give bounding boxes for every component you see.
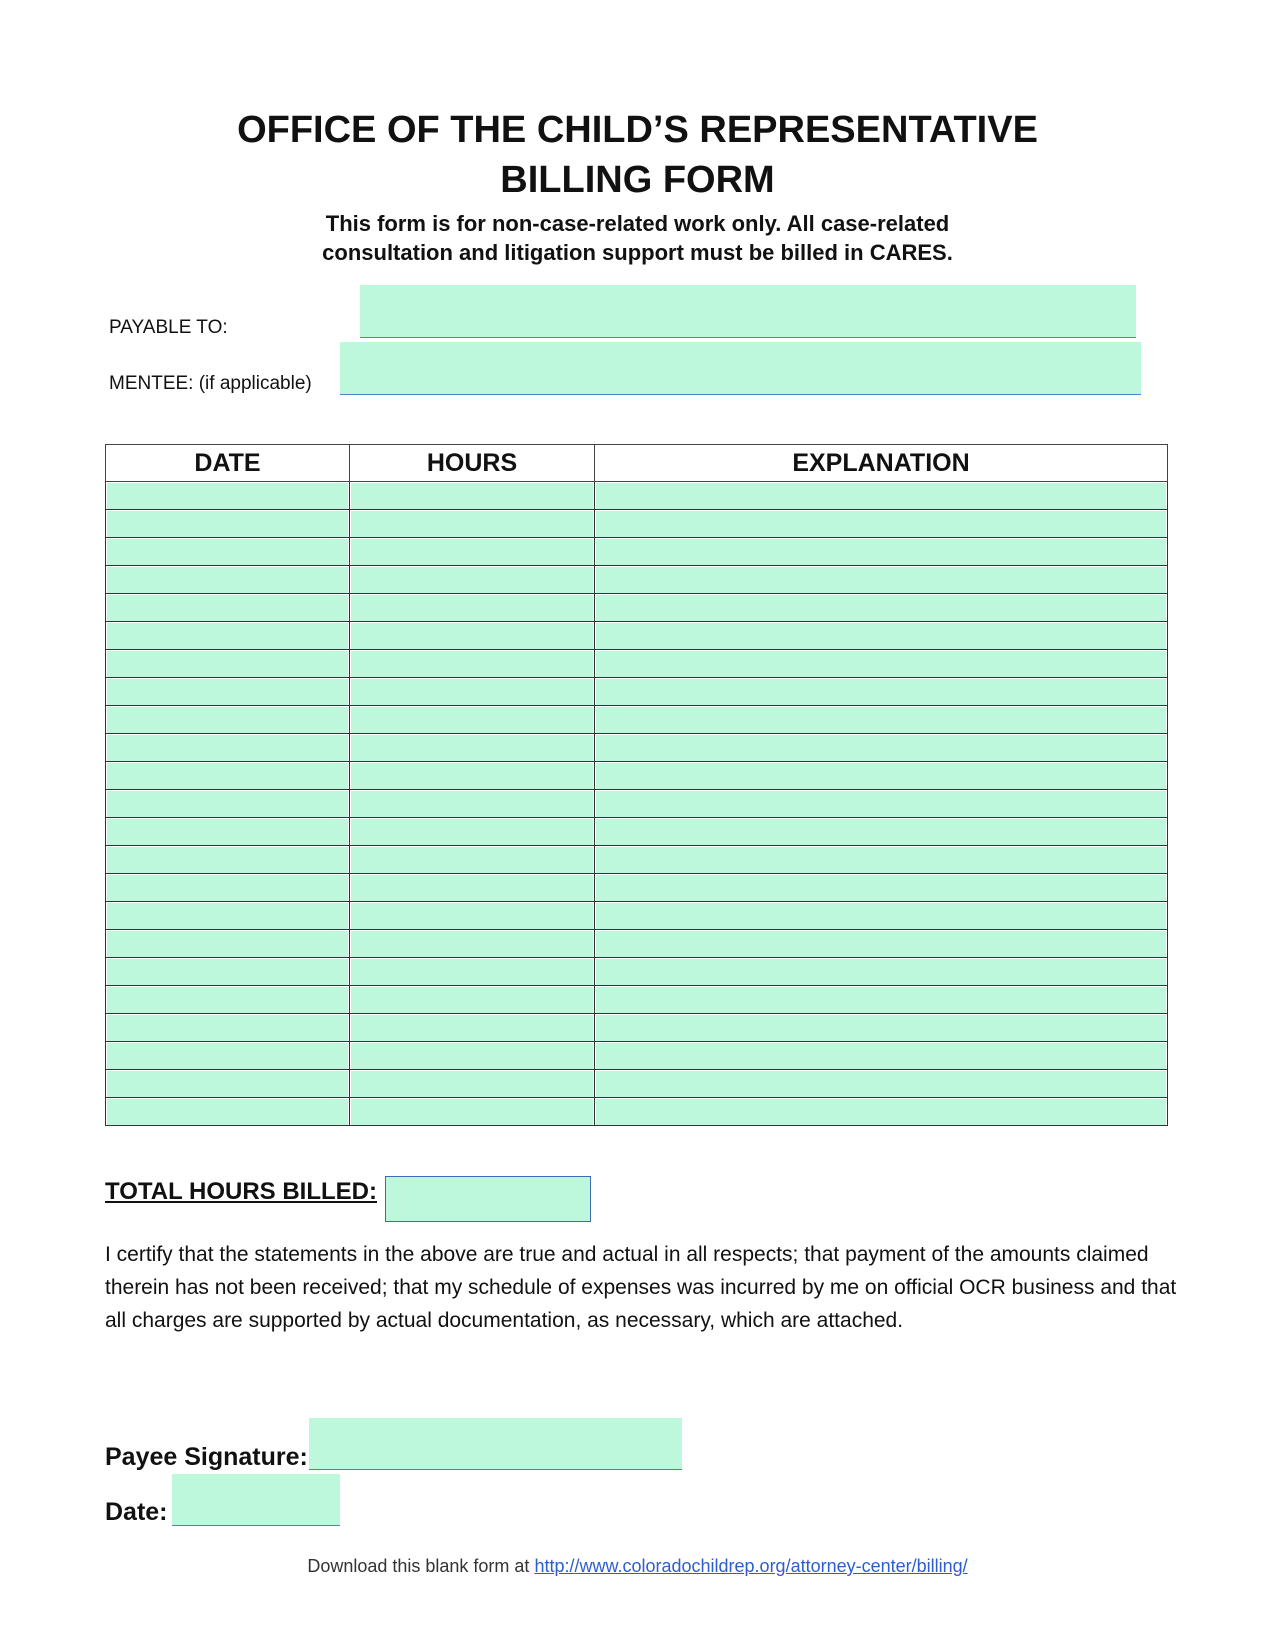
hours-cell[interactable] xyxy=(350,706,595,734)
hours-cell[interactable] xyxy=(350,678,595,706)
table-row xyxy=(106,510,1168,538)
table-row xyxy=(106,958,1168,986)
table-row xyxy=(106,482,1168,510)
date-input[interactable] xyxy=(107,987,348,1014)
hours-input[interactable] xyxy=(351,819,593,846)
table-row xyxy=(106,930,1168,958)
date-cell[interactable] xyxy=(106,566,350,594)
date-cell[interactable] xyxy=(106,902,350,930)
date-input[interactable] xyxy=(107,1071,348,1098)
hours-cell[interactable] xyxy=(350,482,595,510)
subtitle-line-1: This form is for non-case-related work only. All case-related xyxy=(325,211,950,236)
explanation-cell[interactable] xyxy=(595,902,1168,930)
hours-cell[interactable] xyxy=(350,510,595,538)
table-row xyxy=(106,762,1168,790)
date-input[interactable] xyxy=(107,959,348,986)
hours-input[interactable] xyxy=(351,483,593,510)
explanation-cell[interactable] xyxy=(595,734,1168,762)
hours-input[interactable] xyxy=(351,959,593,986)
explanation-cell[interactable] xyxy=(595,538,1168,566)
table-row xyxy=(106,818,1168,846)
date-input[interactable] xyxy=(107,875,348,902)
hours-cell[interactable] xyxy=(350,790,595,818)
date-cell[interactable] xyxy=(106,958,350,986)
date-cell[interactable] xyxy=(106,678,350,706)
payee-signature-field[interactable] xyxy=(309,1418,682,1470)
explanation-input[interactable] xyxy=(596,707,1166,734)
date-input[interactable] xyxy=(107,1099,348,1126)
date-input[interactable] xyxy=(107,483,348,510)
table-row xyxy=(106,1098,1168,1126)
hours-cell[interactable] xyxy=(350,1070,595,1098)
hours-input[interactable] xyxy=(351,875,593,902)
date-cell[interactable] xyxy=(106,1098,350,1126)
date-input[interactable] xyxy=(107,511,348,538)
explanation-cell[interactable] xyxy=(595,762,1168,790)
explanation-input[interactable] xyxy=(596,539,1166,566)
hours-input[interactable] xyxy=(351,1015,593,1042)
hours-cell[interactable] xyxy=(350,818,595,846)
table-row xyxy=(106,566,1168,594)
date-cell[interactable] xyxy=(106,1042,350,1070)
hours-input[interactable] xyxy=(351,651,593,678)
date-label: Date: xyxy=(105,1498,168,1526)
explanation-input[interactable] xyxy=(596,847,1166,874)
hours-cell[interactable] xyxy=(350,1042,595,1070)
explanation-input[interactable] xyxy=(596,1043,1166,1070)
table-row xyxy=(106,706,1168,734)
explanation-input[interactable] xyxy=(596,679,1166,706)
explanation-input[interactable] xyxy=(596,595,1166,622)
explanation-input[interactable] xyxy=(596,483,1166,510)
explanation-cell[interactable] xyxy=(595,650,1168,678)
explanation-input[interactable] xyxy=(596,1099,1166,1126)
payee-signature-label: Payee Signature: xyxy=(105,1443,308,1471)
date-cell[interactable] xyxy=(106,510,350,538)
date-input[interactable] xyxy=(107,679,348,706)
hours-cell[interactable] xyxy=(350,958,595,986)
date-input[interactable] xyxy=(107,1043,348,1070)
explanation-input[interactable] xyxy=(596,875,1166,902)
explanation-cell[interactable] xyxy=(595,846,1168,874)
explanation-input[interactable] xyxy=(596,903,1166,930)
hours-cell[interactable] xyxy=(350,566,595,594)
hours-cell[interactable] xyxy=(350,874,595,902)
date-input[interactable] xyxy=(107,791,348,818)
date-input[interactable] xyxy=(107,651,348,678)
date-field[interactable] xyxy=(172,1474,340,1526)
footer-link[interactable]: http://www.coloradochildrep.org/attorney-center/billing/ xyxy=(534,1556,968,1576)
hours-input[interactable] xyxy=(351,903,593,930)
hours-input[interactable] xyxy=(351,679,593,706)
hours-input[interactable] xyxy=(351,1099,593,1126)
explanation-input[interactable] xyxy=(596,1015,1166,1042)
hours-input[interactable] xyxy=(351,595,593,622)
date-input[interactable] xyxy=(107,931,348,958)
date-cell[interactable] xyxy=(106,538,350,566)
date-input[interactable] xyxy=(107,707,348,734)
explanation-input[interactable] xyxy=(596,511,1166,538)
explanation-cell[interactable] xyxy=(595,482,1168,510)
date-cell[interactable] xyxy=(106,706,350,734)
explanation-cell[interactable] xyxy=(595,790,1168,818)
explanation-cell[interactable] xyxy=(595,566,1168,594)
explanation-cell[interactable] xyxy=(595,622,1168,650)
hours-input[interactable] xyxy=(351,1043,593,1070)
explanation-cell[interactable] xyxy=(595,706,1168,734)
explanation-input[interactable] xyxy=(596,735,1166,762)
hours-input[interactable] xyxy=(351,511,593,538)
explanation-cell[interactable] xyxy=(595,1070,1168,1098)
date-input[interactable] xyxy=(107,735,348,762)
explanation-input[interactable] xyxy=(596,931,1166,958)
form-title: BILLING FORM xyxy=(500,159,775,201)
table-row xyxy=(106,538,1168,566)
billing-table xyxy=(105,444,1168,1126)
hours-cell[interactable] xyxy=(350,538,595,566)
explanation-cell[interactable] xyxy=(595,594,1168,622)
table-row xyxy=(106,846,1168,874)
hours-input[interactable] xyxy=(351,763,593,790)
date-input[interactable] xyxy=(107,539,348,566)
hours-cell[interactable] xyxy=(350,650,595,678)
date-cell[interactable] xyxy=(106,622,350,650)
date-input[interactable] xyxy=(107,903,348,930)
explanation-cell[interactable] xyxy=(595,510,1168,538)
column-header-explanation: EXPLANATION xyxy=(595,445,1168,482)
hours-input[interactable] xyxy=(351,567,593,594)
total-hours-label: TOTAL HOURS BILLED: xyxy=(105,1178,377,1205)
table-row xyxy=(106,902,1168,930)
hours-input[interactable] xyxy=(351,539,593,566)
footer xyxy=(0,1556,1275,1577)
hours-cell[interactable] xyxy=(350,902,595,930)
explanation-cell[interactable] xyxy=(595,958,1168,986)
date-cell[interactable] xyxy=(106,986,350,1014)
explanation-cell[interactable] xyxy=(595,1014,1168,1042)
explanation-input[interactable] xyxy=(596,819,1166,846)
column-header-hours: HOURS xyxy=(350,445,595,482)
explanation-input[interactable] xyxy=(596,567,1166,594)
explanation-input[interactable] xyxy=(596,791,1166,818)
table-header-row xyxy=(106,445,1168,482)
date-cell[interactable] xyxy=(106,930,350,958)
table-row xyxy=(106,1014,1168,1042)
total-hours-field[interactable] xyxy=(385,1176,591,1222)
table-row xyxy=(106,874,1168,902)
date-cell[interactable] xyxy=(106,482,350,510)
date-cell[interactable] xyxy=(106,874,350,902)
hours-input[interactable] xyxy=(351,987,593,1014)
mentee-label: MENTEE: (if applicable) xyxy=(109,373,312,394)
date-input[interactable] xyxy=(107,623,348,650)
certification-text: I certify that the statements in the above are true and actual in all respects; that payment of the amounts claimed therein has not been received; that my schedule of expenses was incurred by me on official OCR business and that all charges are supported by actual documentation, as necessary, which are attached. xyxy=(105,1243,1177,1332)
hours-cell[interactable] xyxy=(350,986,595,1014)
hours-cell[interactable] xyxy=(350,1098,595,1126)
explanation-cell[interactable] xyxy=(595,818,1168,846)
explanation-input[interactable] xyxy=(596,987,1166,1014)
date-input[interactable] xyxy=(107,763,348,790)
table-row xyxy=(106,734,1168,762)
date-cell[interactable] xyxy=(106,846,350,874)
date-cell[interactable] xyxy=(106,594,350,622)
explanation-cell[interactable] xyxy=(595,1098,1168,1126)
date-input[interactable] xyxy=(107,567,348,594)
table-row xyxy=(106,622,1168,650)
explanation-cell[interactable] xyxy=(595,678,1168,706)
date-input[interactable] xyxy=(107,819,348,846)
hours-cell[interactable] xyxy=(350,622,595,650)
explanation-input[interactable] xyxy=(596,651,1166,678)
date-input[interactable] xyxy=(107,847,348,874)
explanation-cell[interactable] xyxy=(595,1042,1168,1070)
date-cell[interactable] xyxy=(106,1014,350,1042)
date-cell[interactable] xyxy=(106,650,350,678)
table-row xyxy=(106,594,1168,622)
hours-cell[interactable] xyxy=(350,930,595,958)
date-cell[interactable] xyxy=(106,762,350,790)
footer-text: Download this blank form at xyxy=(307,1556,535,1576)
hours-input[interactable] xyxy=(351,735,593,762)
hours-cell[interactable] xyxy=(350,1014,595,1042)
mentee-field[interactable] xyxy=(340,342,1141,395)
explanation-cell[interactable] xyxy=(595,874,1168,902)
hours-input[interactable] xyxy=(351,931,593,958)
table-row xyxy=(106,678,1168,706)
hours-input[interactable] xyxy=(351,623,593,650)
hours-input[interactable] xyxy=(351,791,593,818)
date-cell[interactable] xyxy=(106,818,350,846)
explanation-cell[interactable] xyxy=(595,930,1168,958)
hours-input[interactable] xyxy=(351,1071,593,1098)
date-cell[interactable] xyxy=(106,734,350,762)
date-input[interactable] xyxy=(107,595,348,622)
payable-to-label: PAYABLE TO: xyxy=(109,317,228,338)
column-header-date: DATE xyxy=(106,445,350,482)
hours-input[interactable] xyxy=(351,707,593,734)
hours-cell[interactable] xyxy=(350,734,595,762)
hours-cell[interactable] xyxy=(350,594,595,622)
subtitle-line-2: consultation and litigation support must be billed in CARES. xyxy=(322,240,953,265)
table-row xyxy=(106,1070,1168,1098)
date-input[interactable] xyxy=(107,1015,348,1042)
explanation-input[interactable] xyxy=(596,623,1166,650)
hours-input[interactable] xyxy=(351,847,593,874)
table-row xyxy=(106,790,1168,818)
hours-cell[interactable] xyxy=(350,762,595,790)
explanation-cell[interactable] xyxy=(595,986,1168,1014)
date-cell[interactable] xyxy=(106,790,350,818)
payable-to-field[interactable] xyxy=(360,285,1136,338)
hours-cell[interactable] xyxy=(350,846,595,874)
table-row xyxy=(106,1042,1168,1070)
date-cell[interactable] xyxy=(106,1070,350,1098)
explanation-input[interactable] xyxy=(596,763,1166,790)
explanation-input[interactable] xyxy=(596,959,1166,986)
explanation-input[interactable] xyxy=(596,1071,1166,1098)
page-title: OFFICE OF THE CHILD’S REPRESENTATIVE xyxy=(237,109,1038,151)
table-row xyxy=(106,986,1168,1014)
table-row xyxy=(106,650,1168,678)
